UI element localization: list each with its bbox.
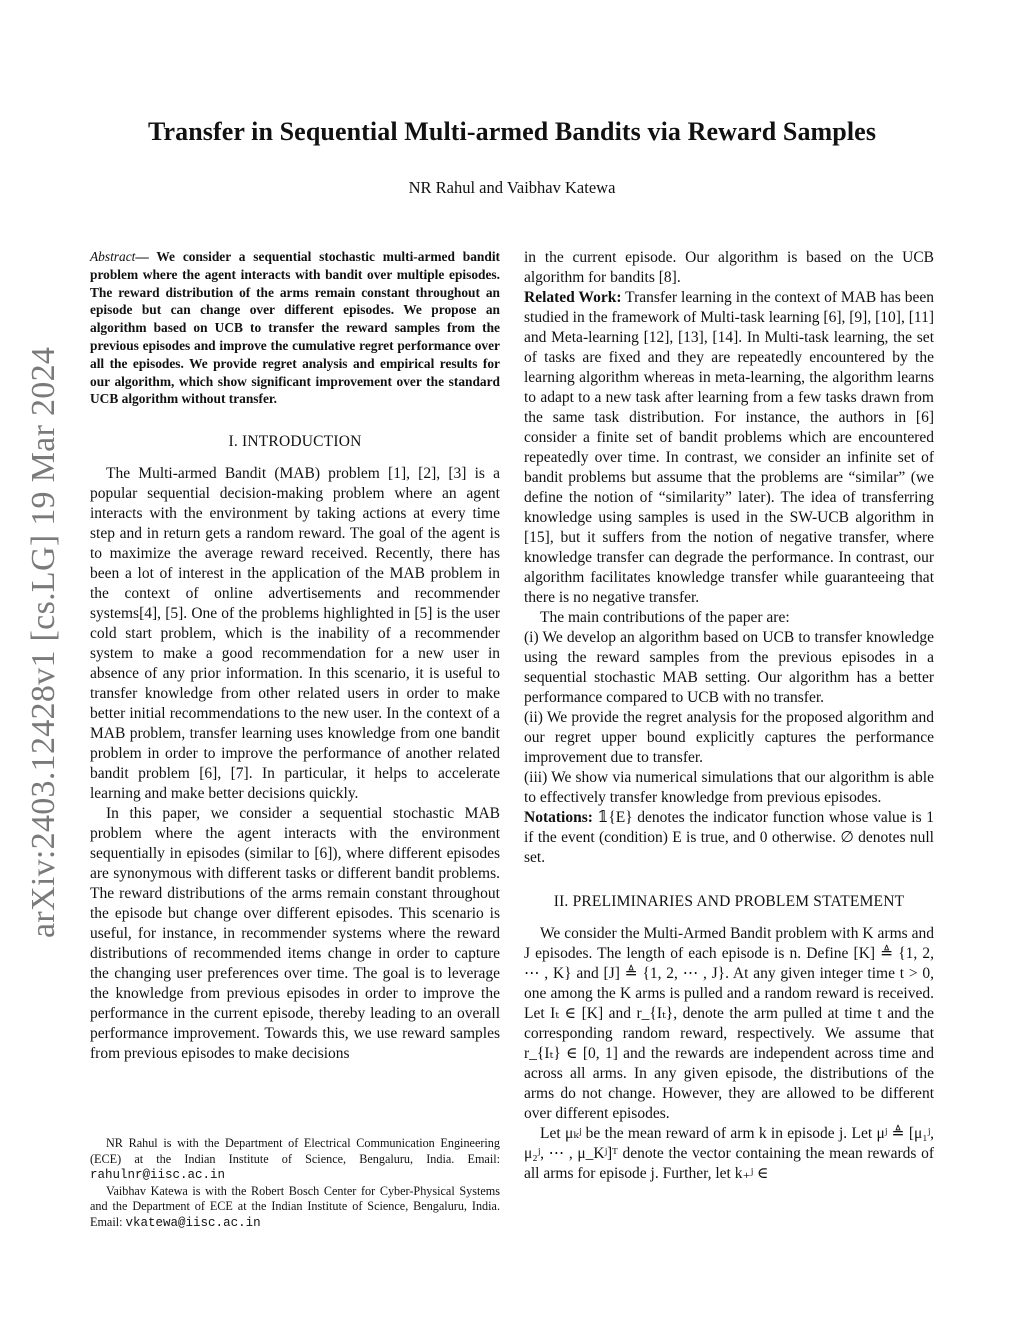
left-column <box>90 248 500 1064</box>
notations-text: 𝟙{E} denotes the indicator function whose value is 1 if the event (condition) E is true, and 0 otherwise. ∅ denotes null set. <box>524 809 935 866</box>
contributions-lead: The main contributions of the paper are: <box>540 609 790 626</box>
footnote-2-text: Vaibhav Katewa is with the Robert Bosch Center for Cyber-Physical Systems and the Department of ECE at the Indian Institute of Science, Bengaluru, India. Email: <box>90 1183 500 1229</box>
paper-title: Transfer in Sequential Multi-armed Bandits via Reward Samples <box>147 117 877 146</box>
arxiv-identifier: arXiv:2403.12428v1 [cs.LG] 19 Mar 2024 <box>25 346 62 938</box>
notations-paragraph <box>524 808 934 868</box>
preliminaries-paragraph-1: We consider the Multi-Armed Bandit problem with K arms and J episodes. The length of each episode is n. Define [K] ≜ {1, 2, ⋯ , K} and [J] ≜ {1, 2, ⋯ , J}. At any given integer time t > 0, one among the K arms is pulled and a random reward is received. Let Iₜ ∈ [K] and r_{Iₜ}, denote the arm pulled at time t and the corresponding random reward, respectively. We assume that r_{Iₜ} ∈ [0, 1] and the rewards are independent across time and across all arms. In any given episode, the distributions of the arms do not change. However, they are allowed to be different over different episodes. <box>524 925 934 1122</box>
intro-paragraph-1: The Multi-armed Bandit (MAB) problem [1], [2], [3] is a popular sequential decision-making problem where an agent interacts with the environment by taking actions at every time step and in return gets a random reward. The goal of the agent is to maximize the average reward received. Recently, there has been a lot of interest in the application of the MAB problem in the context of online advertisements and recommender systems[4], [5]. One of the problems highlighted in [5] is the user cold start problem, which is the inability of a recommender system to make a good recommendation for a new user in absence of any prior information. In this scenario, it is useful to transfer knowledge from other related users in order to make better initial recommendations to the new user. In the context of a MAB problem, transfer learning uses knowledge from one bandit problem in order to improve the performance of another related bandit problem [6], [7]. In particular, it helps to accelerate learning and make better decisions quickly. <box>90 465 500 803</box>
paper-authors: NR Rahul and Vaibhav Katewa <box>408 178 616 197</box>
intro-paragraph-2-continued: in the current episode. Our algorithm is based on the UCB algorithm for bandits [8]. <box>524 249 934 286</box>
email-katewa: vkatewa@iisc.ac.in <box>125 1215 261 1230</box>
footnote-author-1 <box>90 1136 500 1184</box>
abstract-text: We consider a sequential stochastic multi-armed bandit problem where the agent interacts with bandit over multiple episodes. The reward distribution of the arms remain constant throughout an episode but can change over different episodes. We propose an algorithm based on UCB to transfer the reward samples from the previous episodes and improve the cumulative regret performance over all the episodes. We provide regret analysis and empirical results for our algorithm, which show significant improvement over the standard UCB algorithm without transfer. <box>90 249 501 407</box>
related-work-label: Related Work: <box>524 289 622 306</box>
related-work-paragraph <box>524 288 934 608</box>
section-heading-preliminaries: II. PRELIMINARIES AND PROBLEM STATEMENT <box>553 893 905 910</box>
abstract: Abstract— We consider a sequential stochastic multi-armed bandit problem where the agent interacts with bandit over multiple episodes. The reward distribution of the arms remain constant throughout an episode but can change over different episodes. We propose an algorithm based on UCB to transfer the reward samples from the previous episodes and improve the cumulative regret performance over all the episodes. We provide regret analysis and empirical results for our algorithm, which show significant improvement over the standard UCB algorithm without transfer. <box>90 249 501 407</box>
footnotes <box>90 1136 500 1232</box>
section-heading-introduction: I. INTRODUCTION <box>228 433 362 451</box>
email-rahul: rahulnr@iisc.ac.in <box>90 1168 226 1183</box>
footnote-author-2 <box>90 1184 500 1232</box>
contribution-2: (ii) We provide the regret analysis for the proposed algorithm and our regret upper bound explicitly captures the performance improvement due to transfer. <box>524 709 934 766</box>
related-work-text: Transfer learning in the context of MAB has been studied in the framework of Multi-task learning [6], [9], [10], [11] and Meta-learning [12], [13], [14]. In Multi-task learning, the set of tasks are fixed and they are repeatedly encountered by the learning algorithm whereas in meta-learning, the algorithm learns to adapt to a new task after learning from a few tasks drawn from the same task distribution. For instance, the authors in [6] consider a finite set of bandit problems which are encountered repeatedly over time. In contrast, we consider an infinite set of bandit problems but assume that the problems are “similar” (we define the notion of “similarity” later). The idea of transferring knowledge using samples is used in the SW-UCB algorithm in [15], but it suffers from the notion of negative transfer, where knowledge transfer can degrade the performance. In contrast, our algorithm facilitates knowledge transfer while guaranteeing that there is no negative transfer. <box>524 289 934 606</box>
contribution-3: (iii) We show via numerical simulations that our algorithm is able to effectively transfer knowledge from previous episodes. <box>524 769 934 806</box>
contribution-1: (i) We develop an algorithm based on UCB to transfer knowledge using the reward samples from the previous episodes in a sequential stochastic MAB setting. Our algorithm has a better performance compared to UCB with no transfer. <box>524 629 934 706</box>
intro-paragraph-2: In this paper, we consider a sequential stochastic MAB problem where the agent interacts with the environment sequentially in episodes (similar to [6]), where different episodes are synonymous with different tasks or different bandit problems. The reward distributions of the arms remain constant throughout the episode but change over different episodes. This scenario is useful, for instance, in recommender systems where the reward distributions of recommended items change in order to capture the changing user preferences over time. The goal is to leverage the knowledge from previous episodes in order to improve the performance in the current episode, thereby leading to an overall performance improvement. Towards this, we use reward samples from previous episodes to make decisions <box>90 805 500 1063</box>
abstract-label: Abstract <box>90 249 136 264</box>
right-column <box>524 248 934 1184</box>
notations-label: Notations: <box>524 809 593 826</box>
footnote-1-text: NR Rahul is with the Department of Electrical Communication Engineering (ECE) at the Indian Institute of Science, Bengaluru, India. Email: <box>90 1136 500 1166</box>
preliminaries-paragraph-2: Let μₖʲ be the mean reward of arm k in episode j. Let μʲ ≜ [μ₁ʲ, μ₂ʲ, ⋯ , μ_Kʲ]ᵀ denote the vector containing the mean rewards of all arms for episode j. Further, let k₊ʲ ∈ <box>524 1125 934 1182</box>
